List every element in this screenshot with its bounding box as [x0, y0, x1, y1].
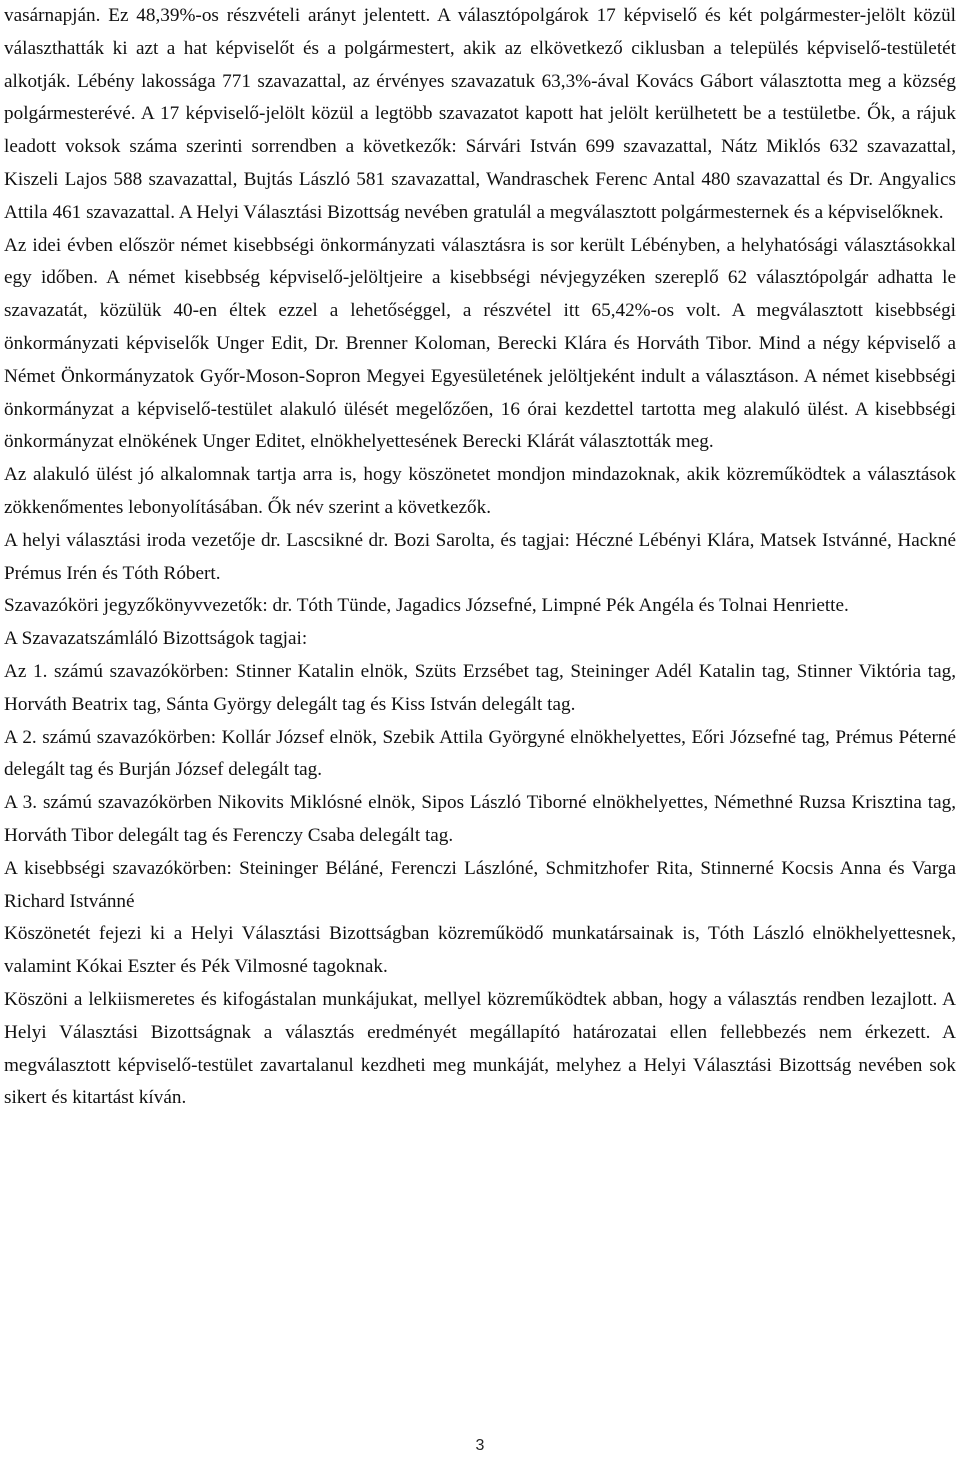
document-body — [4, 0, 956, 1115]
paragraph-district-2: A 2. számú szavazókörben: Kollár József elnök, Szebik Attila Györgyné elnökhelyettes, Eőri Józsefné tag, Prémus Péterné delegált tag és Burján József delegált tag. — [4, 726, 956, 781]
paragraph-record-keepers: Szavazóköri jegyzőkönyvvezetők: dr. Tóth Tünde, Jagadics Józsefné, Limpné Pék Angéla és Tolnai Henriette. — [4, 595, 849, 617]
paragraph-election-results: vasárnapján. Ez 48,39%-os részvételi arányt jelentett. A választópolgárok 17 képviselő és két polgármester-jelölt közül választhatták ki azt a hat képviselőt és a polgármestert, akik az elkövetkező ciklusban a település képviselő-testületét alkotják. Lébény lakossága 771 szavazattal, az érvényes szavazatuk 63,3%-ával Kovács Gábort választotta meg a község polgármesterévé. A 17 képviselő-jelölt közül a legtöbb szavazatot kapott hat jelölt kerülhetett be a testületbe. Ők, a rájuk leadott voksok száma szerinti sorrendben a következők: Sárvári István 699 szavazattal, Nátz Miklós 632 szavazattal, Kiszeli Lajos 588 szavazattal, Bujtás László 581 szavazattal, Wandraschek Ferenc Antal 480 szavazattal és Dr. Angyalics Attila 461 szavazattal. A Helyi Választási Bizottság nevében gratulál a megválasztott polgármesternek és a képviselőknek. — [4, 5, 956, 223]
paragraph-minority-district: A kisebbségi szavazókörben: Steininger Béláné, Ferenczi Lászlóné, Schmitzhofer Rita, Stinnerné Kocsis Anna és Varga Richard Istvánné — [4, 857, 956, 912]
page-number: 3 — [475, 1437, 485, 1454]
paragraph-election-office: A helyi választási iroda vezetője dr. Lascsikné dr. Bozi Sarolta, és tagjai: Héczné Lébényi Klára, Matsek Istvánné, Hackné Prémus Irén és Tóth Róbert. — [4, 529, 956, 584]
paragraph-district-3: A 3. számú szavazókörben Nikovits Miklósné elnök, Sipos László Tiborné elnökhelyettes, Némethné Ruzsa Krisztina tag, Horváth Tibor delegált tag és Ferenczy Csaba delegált tag. — [4, 792, 956, 846]
paragraph-committee-thanks: Köszönetét fejezi ki a Helyi Választási Bizottságban közreműködő munkatársainak is, Tóth László elnökhelyettesnek, valamint Kókai Eszter és Pék Vilmosné tagoknak. — [4, 923, 956, 978]
paragraph-minority-election: Az idei évben először német kisebbségi önkormányzati választásra is sor került Lébényben, a helyhatósági választásokkal egy időben. A német kisebbség képviselő-jelöltjeire a kisebbségi névjegyzéken szereplő 62 választópolgár adhatta le szavazatát, közülük 40-en éltek ezzel a lehetőséggel, a részvétel itt 65,42%-os volt. A megválasztott kisebbségi önkormányzati képviselők Unger Edit, Dr. Brenner Koloman, Berecki Klára és Horváth Tibor. Mind a négy képviselő a Német Önkormányzatok Győr-Moson-Sopron Megyei Egyesületének jelöltjeként indult a választáson. A német kisebbségi önkormányzat a képviselő-testület alakuló ülését megelőzően, 16 órai kezdettel tartotta meg alakuló ülést. A kisebbségi önkormányzat elnökének Unger Editet, elnökhelyettesének Berecki Klárát választották meg. — [4, 234, 956, 453]
paragraph-committees-heading: A Szavazatszámláló Bizottságok tagjai: — [4, 628, 308, 650]
paragraph-closing: Köszöni a lelkiismeretes és kifogástalan munkájukat, mellyel közreműködtek abban, hogy a választás rendben lezajlott. A Helyi Választási Bizottságnak a választás eredményét megállapító határozatai ellen fellebbezés nem érkezett. A megválasztott képviselő-testület zavartalanul kezdheti meg munkáját, melyhez a Helyi Választási Bizottság nevében sok sikert és kitartást kíván. — [4, 988, 956, 1109]
paragraph-district-1: Az 1. számú szavazókörben: Stinner Katalin elnök, Szüts Erzsébet tag, Steininger Adél Katalin tag, Stinner Viktória tag, Horváth Beatrix tag, Sánta György delegált tag és Kiss István delegált tag. — [4, 660, 956, 715]
paragraph-thanks-intro: Az alakuló ülést jó alkalomnak tartja arra is, hogy köszönetet mondjon mindazoknak, akik közreműködtek a választások zökkenőmentes lebonyolításában. Ők név szerint a következők. — [4, 464, 956, 518]
